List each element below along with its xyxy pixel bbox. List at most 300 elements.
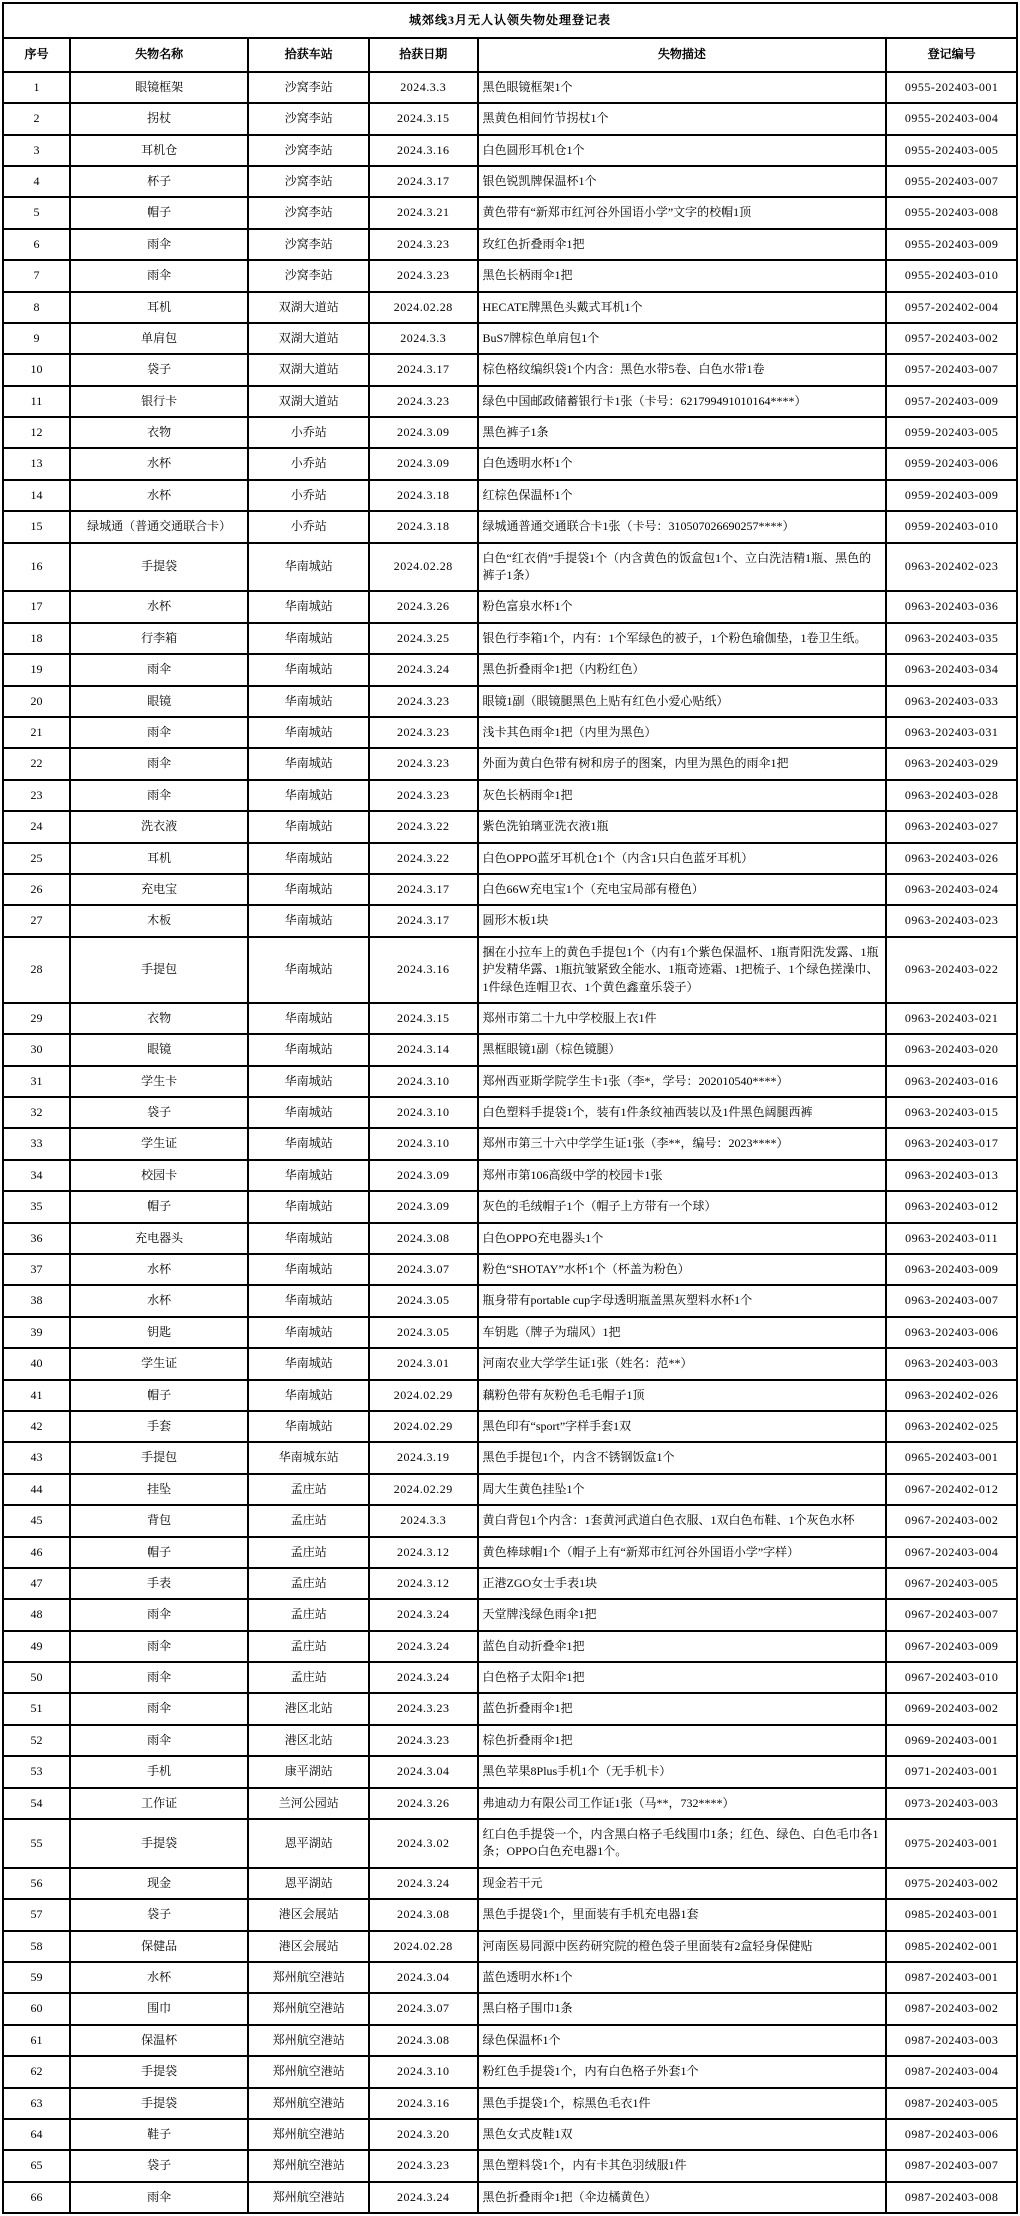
cell-reg-number: 0963-202403-026 (886, 843, 1017, 874)
cell-item-name: 水杯 (70, 1962, 248, 1993)
table-row (3, 874, 1017, 905)
table-row (3, 1411, 1017, 1442)
cell-serial: 36 (3, 1223, 70, 1254)
cell-description: 黑色折叠雨伞1把（内粉红色） (478, 654, 887, 685)
cell-serial: 48 (3, 1599, 70, 1630)
cell-station: 华南城站 (248, 1160, 369, 1191)
cell-station: 华南城站 (248, 1003, 369, 1034)
cell-description: 白色OPPO蓝牙耳机仓1个（内含1只白色蓝牙耳机） (478, 843, 887, 874)
cell-serial: 54 (3, 1788, 70, 1819)
cell-serial: 4 (3, 166, 70, 197)
table-row (3, 1568, 1017, 1599)
cell-reg-number: 0985-202402-001 (886, 1931, 1017, 1962)
table-row (3, 354, 1017, 385)
cell-date: 2024.3.20 (369, 2119, 477, 2150)
table-row (3, 1034, 1017, 1065)
cell-station: 华南城站 (248, 1411, 369, 1442)
cell-item-name: 雨伞 (70, 717, 248, 748)
cell-description: 黑色手提袋1个，里面装有手机充电器1套 (478, 1899, 887, 1930)
cell-serial: 38 (3, 1285, 70, 1316)
cell-date: 2024.3.23 (369, 2150, 477, 2181)
column-header-station: 拾获车站 (248, 38, 369, 71)
cell-station: 华南城站 (248, 717, 369, 748)
cell-reg-number: 0975-202403-002 (886, 1868, 1017, 1899)
cell-description: 正港ZGO女士手表1块 (478, 1568, 887, 1599)
cell-description: 红棕色保温杯1个 (478, 480, 887, 511)
table-row (3, 2150, 1017, 2181)
cell-description: 银色锐凯牌保温杯1个 (478, 166, 887, 197)
cell-serial: 23 (3, 780, 70, 811)
table-row (3, 686, 1017, 717)
cell-reg-number: 0967-202403-005 (886, 1568, 1017, 1599)
cell-item-name: 耳机仓 (70, 135, 248, 166)
cell-station: 双湖大道站 (248, 386, 369, 417)
cell-reg-number: 0963-202403-020 (886, 1034, 1017, 1065)
column-header-serial: 序号 (3, 38, 70, 71)
cell-date: 2024.3.17 (369, 354, 477, 385)
cell-date: 2024.3.21 (369, 197, 477, 228)
cell-date: 2024.3.05 (369, 1317, 477, 1348)
cell-serial: 10 (3, 354, 70, 385)
cell-serial: 5 (3, 197, 70, 228)
table-row (3, 937, 1017, 1003)
cell-item-name: 充电器头 (70, 1223, 248, 1254)
cell-station: 华南城站 (248, 811, 369, 842)
cell-serial: 66 (3, 2182, 70, 2213)
cell-date: 2024.3.14 (369, 1034, 477, 1065)
cell-date: 2024.3.04 (369, 1756, 477, 1787)
cell-station: 港区北站 (248, 1693, 369, 1724)
cell-serial: 49 (3, 1631, 70, 1662)
table-row (3, 229, 1017, 260)
cell-date: 2024.3.12 (369, 1537, 477, 1568)
cell-station: 双湖大道站 (248, 292, 369, 323)
cell-station: 港区会展站 (248, 1899, 369, 1930)
cell-item-name: 帽子 (70, 197, 248, 228)
cell-serial: 13 (3, 448, 70, 479)
cell-description: 河南医易同源中医药研究院的橙色袋子里面装有2盒轻身保健贴 (478, 1931, 887, 1962)
cell-reg-number: 0987-202403-008 (886, 2182, 1017, 2213)
cell-description: 白色66W充电宝1个（充电宝局部有橙色） (478, 874, 887, 905)
cell-date: 2024.02.29 (369, 1411, 477, 1442)
table-row (3, 2119, 1017, 2150)
cell-station: 沙窝李站 (248, 229, 369, 260)
cell-description: 粉红色手提袋1个，内有白色格子外套1个 (478, 2056, 887, 2087)
table-row (3, 323, 1017, 354)
cell-date: 2024.02.29 (369, 1474, 477, 1505)
cell-serial: 40 (3, 1348, 70, 1379)
cell-reg-number: 0963-202403-021 (886, 1003, 1017, 1034)
cell-item-name: 手套 (70, 1411, 248, 1442)
cell-date: 2024.3.15 (369, 103, 477, 134)
cell-item-name: 工作证 (70, 1788, 248, 1819)
cell-date: 2024.3.09 (369, 1160, 477, 1191)
cell-date: 2024.3.10 (369, 1097, 477, 1128)
cell-serial: 58 (3, 1931, 70, 1962)
cell-reg-number: 0963-202403-035 (886, 623, 1017, 654)
cell-description: 粉色富泉水杯1个 (478, 591, 887, 622)
cell-station: 华南城站 (248, 905, 369, 936)
cell-item-name: 木板 (70, 905, 248, 936)
cell-item-name: 银行卡 (70, 386, 248, 417)
table-row (3, 1317, 1017, 1348)
cell-description: 玫红色折叠雨伞1把 (478, 229, 887, 260)
table-row (3, 1993, 1017, 2024)
cell-serial: 15 (3, 511, 70, 542)
table-row (3, 1962, 1017, 1993)
table-row (3, 1899, 1017, 1930)
column-header-reg-number: 登记编号 (886, 38, 1017, 71)
cell-station: 华南城站 (248, 1034, 369, 1065)
table-row (3, 1254, 1017, 1285)
cell-item-name: 手机 (70, 1756, 248, 1787)
cell-date: 2024.3.23 (369, 260, 477, 291)
cell-station: 小乔站 (248, 480, 369, 511)
table-row (3, 1348, 1017, 1379)
cell-description: 绿色中国邮政储蓄银行卡1张（卡号：621799491010164****） (478, 386, 887, 417)
cell-serial: 52 (3, 1725, 70, 1756)
cell-serial: 62 (3, 2056, 70, 2087)
cell-item-name: 鞋子 (70, 2119, 248, 2150)
cell-serial: 37 (3, 1254, 70, 1285)
cell-item-name: 雨伞 (70, 654, 248, 685)
cell-serial: 60 (3, 1993, 70, 2024)
cell-description: 黄白背包1个内含：1套黄河武道白色衣服、1双白色布鞋、1个灰色水杯 (478, 1505, 887, 1536)
cell-reg-number: 0985-202403-001 (886, 1899, 1017, 1930)
cell-date: 2024.3.3 (369, 72, 477, 103)
cell-date: 2024.3.17 (369, 874, 477, 905)
cell-item-name: 水杯 (70, 1285, 248, 1316)
cell-reg-number: 0955-202403-001 (886, 72, 1017, 103)
cell-station: 郑州航空港站 (248, 2088, 369, 2119)
cell-description: 周大生黄色挂坠1个 (478, 1474, 887, 1505)
cell-serial: 32 (3, 1097, 70, 1128)
cell-station: 华南城站 (248, 780, 369, 811)
cell-date: 2024.3.08 (369, 2025, 477, 2056)
cell-item-name: 耳机 (70, 292, 248, 323)
cell-station: 沙窝李站 (248, 103, 369, 134)
cell-serial: 43 (3, 1442, 70, 1473)
cell-description: 黑色裤子1条 (478, 417, 887, 448)
cell-station: 华南城站 (248, 543, 369, 592)
cell-station: 康平湖站 (248, 1756, 369, 1787)
cell-date: 2024.3.09 (369, 448, 477, 479)
cell-serial: 63 (3, 2088, 70, 2119)
table-row (3, 511, 1017, 542)
cell-item-name: 充电宝 (70, 874, 248, 905)
cell-reg-number: 0967-202403-010 (886, 1662, 1017, 1693)
cell-reg-number: 0955-202403-007 (886, 166, 1017, 197)
cell-reg-number: 0955-202403-004 (886, 103, 1017, 134)
table-row (3, 386, 1017, 417)
table-row (3, 1066, 1017, 1097)
cell-description: 黑框眼镜1副（棕色镜腿） (478, 1034, 887, 1065)
table-row (3, 1474, 1017, 1505)
cell-serial: 64 (3, 2119, 70, 2150)
cell-reg-number: 0963-202403-027 (886, 811, 1017, 842)
cell-station: 华南城站 (248, 686, 369, 717)
cell-item-name: 手提包 (70, 937, 248, 1003)
cell-date: 2024.3.08 (369, 1899, 477, 1930)
cell-date: 2024.3.18 (369, 480, 477, 511)
cell-serial: 44 (3, 1474, 70, 1505)
table-row (3, 1160, 1017, 1191)
cell-date: 2024.3.24 (369, 1631, 477, 1662)
cell-station: 华南城站 (248, 654, 369, 685)
cell-item-name: 眼镜 (70, 1034, 248, 1065)
cell-reg-number: 0959-202403-006 (886, 448, 1017, 479)
table-row (3, 1819, 1017, 1868)
cell-description: 郑州西亚斯学院学生卡1张（李*，学号：202010540****） (478, 1066, 887, 1097)
table-row (3, 2056, 1017, 2087)
cell-station: 小乔站 (248, 448, 369, 479)
table-row (3, 72, 1017, 103)
cell-reg-number: 0955-202403-005 (886, 135, 1017, 166)
cell-station: 港区北站 (248, 1725, 369, 1756)
cell-item-name: 学生证 (70, 1348, 248, 1379)
cell-item-name: 雨伞 (70, 780, 248, 811)
cell-reg-number: 0963-202403-009 (886, 1254, 1017, 1285)
table-row (3, 1537, 1017, 1568)
table-row (3, 717, 1017, 748)
cell-item-name: 袋子 (70, 2150, 248, 2181)
cell-serial: 1 (3, 72, 70, 103)
table-row (3, 843, 1017, 874)
cell-station: 华南城东站 (248, 1442, 369, 1473)
cell-station: 孟庄站 (248, 1568, 369, 1599)
cell-serial: 11 (3, 386, 70, 417)
cell-item-name: 雨伞 (70, 1662, 248, 1693)
cell-date: 2024.3.22 (369, 843, 477, 874)
table-row (3, 292, 1017, 323)
table-row (3, 1756, 1017, 1787)
cell-item-name: 水杯 (70, 1254, 248, 1285)
cell-item-name: 挂坠 (70, 1474, 248, 1505)
cell-item-name: 袋子 (70, 1097, 248, 1128)
cell-serial: 6 (3, 229, 70, 260)
table-row (3, 1599, 1017, 1630)
cell-item-name: 雨伞 (70, 1631, 248, 1662)
cell-date: 2024.3.08 (369, 1223, 477, 1254)
cell-date: 2024.3.24 (369, 654, 477, 685)
cell-description: 黑色折叠雨伞1把（伞边橘黄色） (478, 2182, 887, 2213)
cell-item-name: 雨伞 (70, 2182, 248, 2213)
cell-description: 郑州市第三十六中学学生证1张（李**，编号：2023****） (478, 1128, 887, 1159)
cell-item-name: 手提袋 (70, 2056, 248, 2087)
cell-description: 白色格子太阳伞1把 (478, 1662, 887, 1693)
cell-station: 郑州航空港站 (248, 2025, 369, 2056)
cell-item-name: 水杯 (70, 591, 248, 622)
cell-station: 郑州航空港站 (248, 1993, 369, 2024)
cell-reg-number: 0957-202403-002 (886, 323, 1017, 354)
cell-serial: 47 (3, 1568, 70, 1599)
cell-station: 华南城站 (248, 1066, 369, 1097)
cell-item-name: 眼镜 (70, 686, 248, 717)
cell-date: 2024.02.29 (369, 1380, 477, 1411)
cell-description: 黑色眼镜框架1个 (478, 72, 887, 103)
cell-station: 孟庄站 (248, 1505, 369, 1536)
cell-station: 沙窝李站 (248, 260, 369, 291)
cell-serial: 8 (3, 292, 70, 323)
cell-date: 2024.3.23 (369, 717, 477, 748)
cell-date: 2024.3.17 (369, 905, 477, 936)
table-row (3, 591, 1017, 622)
cell-item-name: 雨伞 (70, 229, 248, 260)
cell-reg-number: 0987-202403-006 (886, 2119, 1017, 2150)
cell-date: 2024.3.22 (369, 811, 477, 842)
cell-serial: 14 (3, 480, 70, 511)
cell-description: 黑色女式皮鞋1双 (478, 2119, 887, 2150)
cell-date: 2024.02.28 (369, 292, 477, 323)
cell-item-name: 雨伞 (70, 1599, 248, 1630)
cell-description: 黑色手提袋1个，棕黑色毛衣1件 (478, 2088, 887, 2119)
cell-description: 捆在小拉车上的黄色手提包1个（内有1个紫色保温杯、1瓶青阳洗发露、1瓶护发精华露、1瓶抗皱紧致全能水、1瓶奇迹霜、1把梳子、1个绿色搓澡巾、1件绿色连帽卫衣、1个黄色鑫童乐袋子） (478, 937, 887, 1003)
cell-reg-number: 0971-202403-001 (886, 1756, 1017, 1787)
cell-date: 2024.3.10 (369, 1128, 477, 1159)
cell-item-name: 行李箱 (70, 623, 248, 654)
column-header-date: 拾获日期 (369, 38, 477, 71)
cell-station: 华南城站 (248, 843, 369, 874)
cell-date: 2024.3.10 (369, 1066, 477, 1097)
cell-date: 2024.3.05 (369, 1285, 477, 1316)
table-row (3, 623, 1017, 654)
cell-serial: 59 (3, 1962, 70, 1993)
cell-item-name: 校园卡 (70, 1160, 248, 1191)
cell-date: 2024.3.01 (369, 1348, 477, 1379)
cell-serial: 42 (3, 1411, 70, 1442)
cell-item-name: 水杯 (70, 480, 248, 511)
cell-item-name: 学生卡 (70, 1066, 248, 1097)
cell-serial: 39 (3, 1317, 70, 1348)
cell-station: 孟庄站 (248, 1662, 369, 1693)
cell-reg-number: 0973-202403-003 (886, 1788, 1017, 1819)
cell-serial: 18 (3, 623, 70, 654)
table-row (3, 480, 1017, 511)
cell-reg-number: 0967-202403-004 (886, 1537, 1017, 1568)
cell-reg-number: 0959-202403-005 (886, 417, 1017, 448)
cell-serial: 57 (3, 1899, 70, 1930)
cell-reg-number: 0963-202403-022 (886, 937, 1017, 1003)
cell-station: 双湖大道站 (248, 323, 369, 354)
cell-description: 绿色保温杯1个 (478, 2025, 887, 2056)
cell-item-name: 现金 (70, 1868, 248, 1899)
cell-description: 黑色印有“sport”字样手套1双 (478, 1411, 887, 1442)
table-row (3, 654, 1017, 685)
cell-reg-number: 0955-202403-010 (886, 260, 1017, 291)
cell-station: 华南城站 (248, 874, 369, 905)
table-row (3, 1191, 1017, 1222)
table-row (3, 1128, 1017, 1159)
cell-reg-number: 0969-202403-001 (886, 1725, 1017, 1756)
cell-reg-number: 0963-202403-013 (886, 1160, 1017, 1191)
table-row (3, 1868, 1017, 1899)
cell-station: 孟庄站 (248, 1474, 369, 1505)
cell-reg-number: 0967-202403-007 (886, 1599, 1017, 1630)
cell-item-name: 衣物 (70, 1003, 248, 1034)
cell-description: 河南农业大学学生证1张（姓名：范**） (478, 1348, 887, 1379)
cell-serial: 33 (3, 1128, 70, 1159)
cell-date: 2024.3.26 (369, 1788, 477, 1819)
cell-item-name: 袋子 (70, 1899, 248, 1930)
cell-station: 华南城站 (248, 1285, 369, 1316)
cell-description: 棕色折叠雨伞1把 (478, 1725, 887, 1756)
cell-station: 华南城站 (248, 748, 369, 779)
cell-station: 郑州航空港站 (248, 1962, 369, 1993)
cell-date: 2024.3.16 (369, 135, 477, 166)
cell-reg-number: 0963-202403-028 (886, 780, 1017, 811)
cell-description: 蓝色折叠雨伞1把 (478, 1693, 887, 1724)
cell-description: 白色圆形耳机仓1个 (478, 135, 887, 166)
cell-reg-number: 0987-202403-003 (886, 2025, 1017, 2056)
cell-date: 2024.3.23 (369, 1725, 477, 1756)
cell-reg-number: 0959-202403-009 (886, 480, 1017, 511)
cell-item-name: 保温杯 (70, 2025, 248, 2056)
cell-description: 银色行李箱1个，内有：1个军绿色的被子，1个粉色瑜伽垫，1卷卫生纸。 (478, 623, 887, 654)
cell-description: 蓝色透明水杯1个 (478, 1962, 887, 1993)
cell-description: 黑黄色相间竹节拐杖1个 (478, 103, 887, 134)
cell-serial: 7 (3, 260, 70, 291)
cell-reg-number: 0963-202403-016 (886, 1066, 1017, 1097)
cell-station: 沙窝李站 (248, 72, 369, 103)
cell-item-name: 手提袋 (70, 2088, 248, 2119)
cell-date: 2024.3.10 (369, 2056, 477, 2087)
cell-date: 2024.3.16 (369, 937, 477, 1003)
cell-description: 现金若干元 (478, 1868, 887, 1899)
cell-date: 2024.3.09 (369, 1191, 477, 1222)
cell-reg-number: 0987-202403-001 (886, 1962, 1017, 1993)
cell-description: 天堂牌浅绿色雨伞1把 (478, 1599, 887, 1630)
cell-description: 绿城通普通交通联合卡1张（卡号：310507026690257****） (478, 511, 887, 542)
cell-serial: 20 (3, 686, 70, 717)
cell-serial: 51 (3, 1693, 70, 1724)
cell-reg-number: 0963-202403-017 (886, 1128, 1017, 1159)
cell-date: 2024.02.28 (369, 1931, 477, 1962)
column-header-description: 失物描述 (478, 38, 887, 71)
cell-item-name: 绿城通（普通交通联合卡） (70, 511, 248, 542)
cell-reg-number: 0963-202402-023 (886, 543, 1017, 592)
cell-description: 黑白格子围巾1条 (478, 1993, 887, 2024)
cell-station: 沙窝李站 (248, 135, 369, 166)
cell-station: 华南城站 (248, 1317, 369, 1348)
cell-description: 浅卡其色雨伞1把（内里为黑色） (478, 717, 887, 748)
cell-description: 圆形木板1块 (478, 905, 887, 936)
cell-item-name: 手提袋 (70, 1819, 248, 1868)
cell-description: 红白色手提袋一个，内含黑白格子毛线围巾1条；红色、绿色、白色毛巾各1条；OPPO白色充电器1个。 (478, 1819, 887, 1868)
cell-date: 2024.3.16 (369, 2088, 477, 2119)
table-row (3, 1788, 1017, 1819)
cell-item-name: 雨伞 (70, 1693, 248, 1724)
cell-serial: 46 (3, 1537, 70, 1568)
cell-item-name: 背包 (70, 1505, 248, 1536)
cell-date: 2024.3.3 (369, 1505, 477, 1536)
cell-item-name: 眼镜框架 (70, 72, 248, 103)
cell-description: 眼镜1副（眼镜腿黑色上贴有红色小爱心贴纸） (478, 686, 887, 717)
cell-reg-number: 0963-202403-034 (886, 654, 1017, 685)
cell-item-name: 帽子 (70, 1380, 248, 1411)
cell-station: 兰河公园站 (248, 1788, 369, 1819)
cell-date: 2024.3.18 (369, 511, 477, 542)
cell-item-name: 袋子 (70, 354, 248, 385)
cell-date: 2024.3.19 (369, 1442, 477, 1473)
cell-date: 2024.3.23 (369, 780, 477, 811)
cell-reg-number: 0963-202403-024 (886, 874, 1017, 905)
cell-reg-number: 0963-202403-007 (886, 1285, 1017, 1316)
cell-description: 郑州市第二十九中学校服上衣1件 (478, 1003, 887, 1034)
cell-item-name: 拐杖 (70, 103, 248, 134)
table-row (3, 2182, 1017, 2213)
cell-station: 华南城站 (248, 1348, 369, 1379)
cell-item-name: 雨伞 (70, 748, 248, 779)
